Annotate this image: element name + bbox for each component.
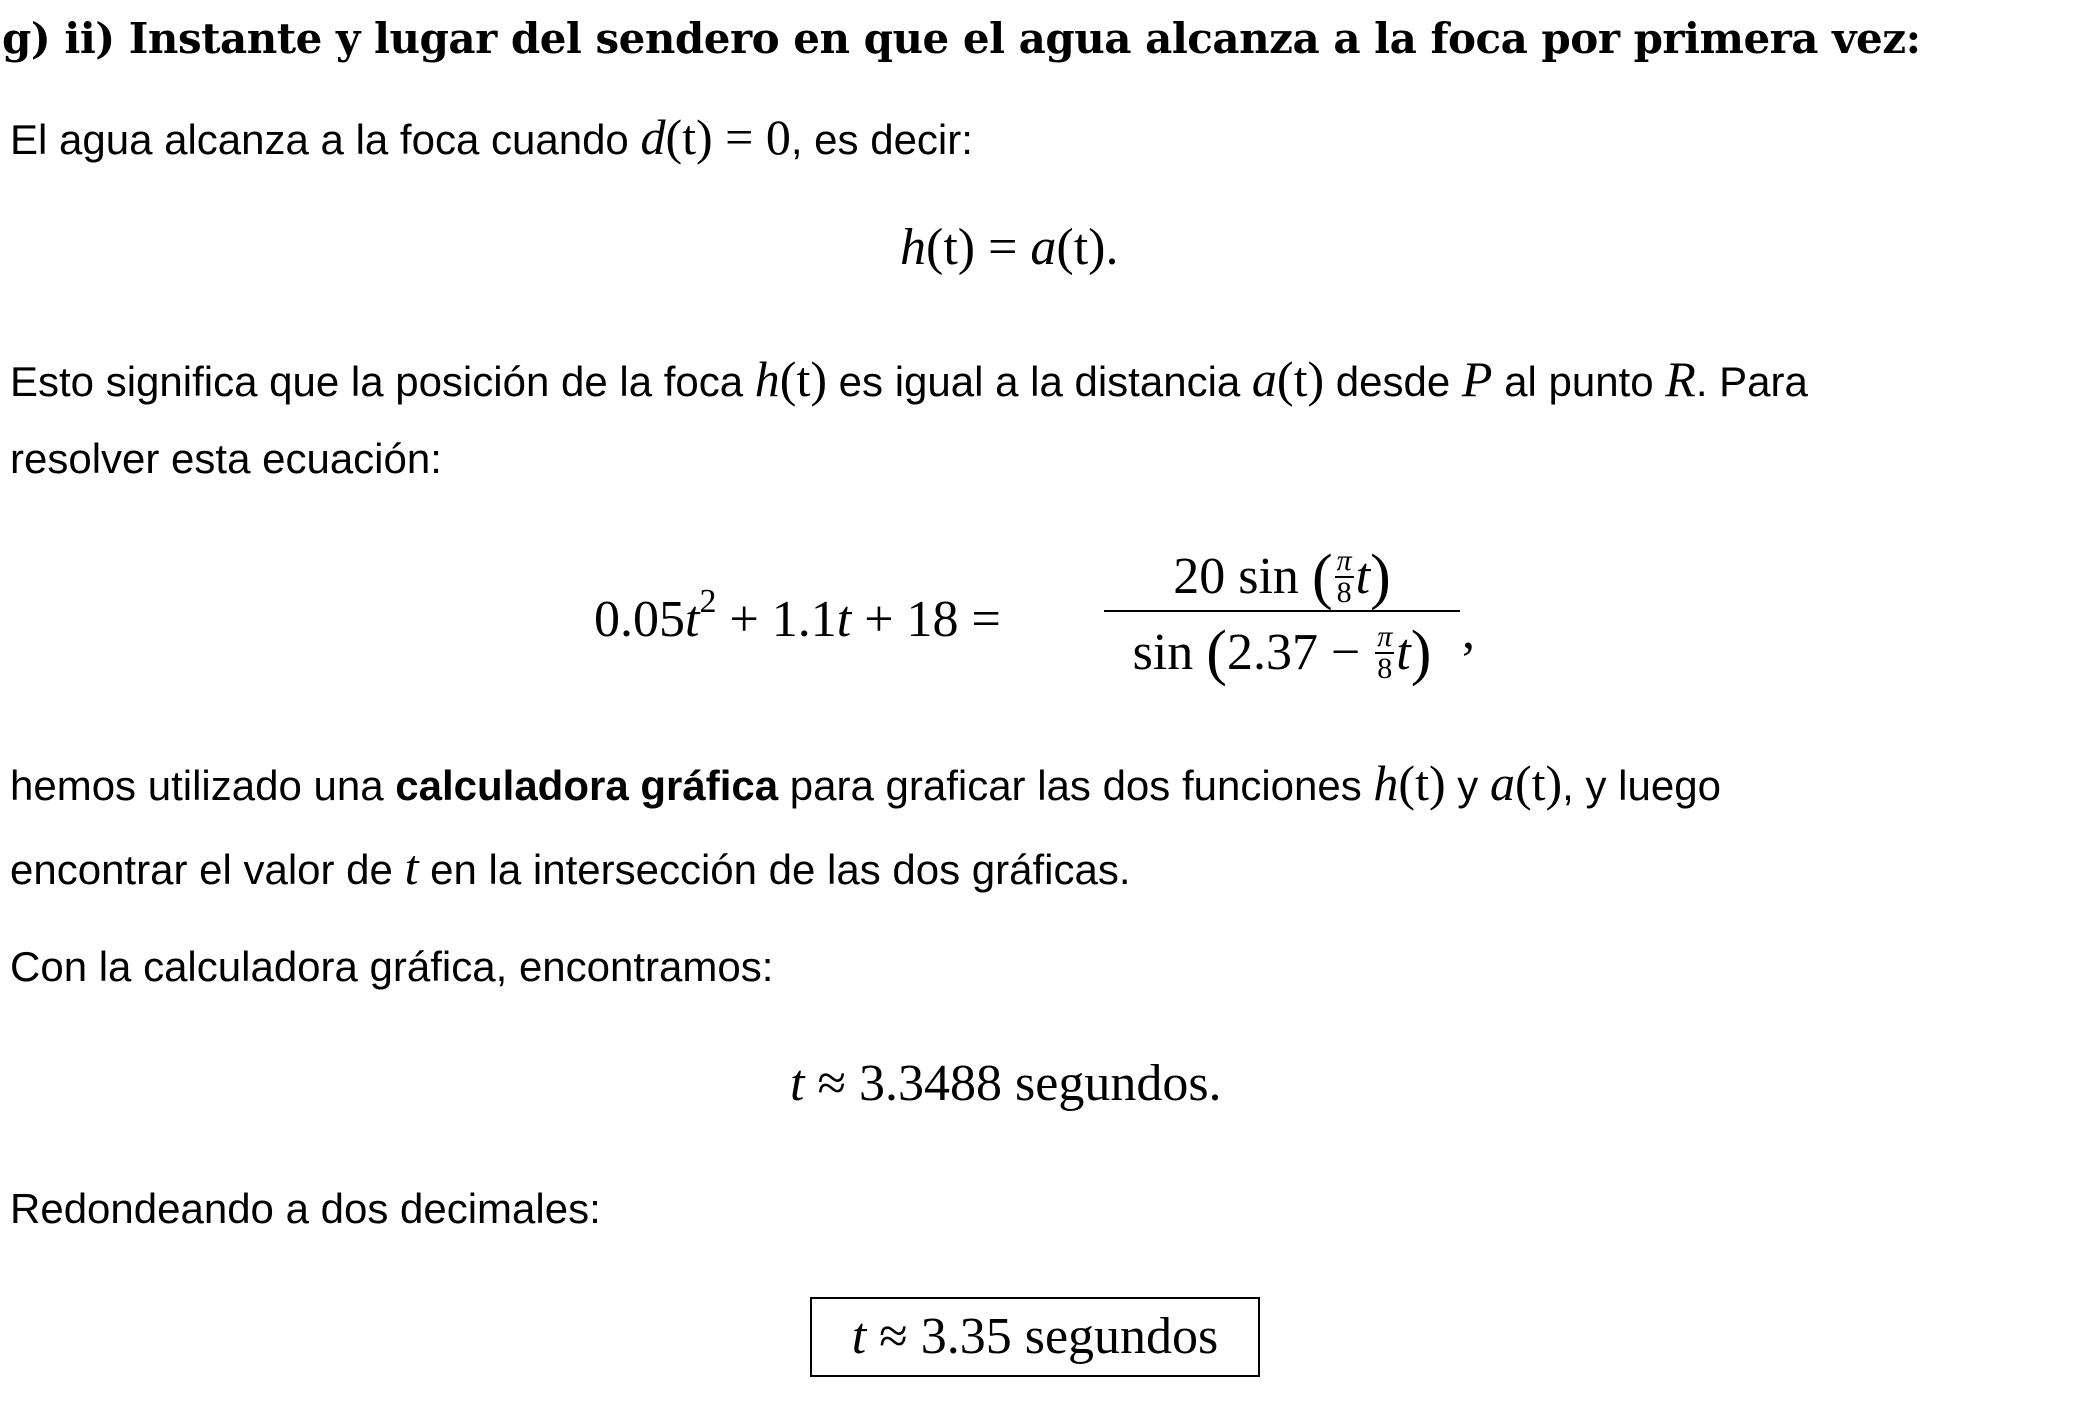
eq1-mid: (t) =: [926, 219, 1031, 276]
math-d-zero: (t) = 0: [665, 109, 791, 165]
p2-point-p: P: [1461, 351, 1493, 407]
p2-at: (t): [1276, 351, 1325, 407]
den-sin: sin: [1132, 624, 1207, 681]
p3-h: h: [1373, 755, 1399, 811]
eq1-h: h: [900, 219, 926, 276]
p2-text-a: Esto significa que la posición de la foca: [10, 358, 755, 405]
eq3-unit: segundos.: [1015, 1055, 1222, 1112]
num-eight: 8: [1335, 576, 1354, 608]
p2-text-d: al punto: [1492, 358, 1666, 405]
lhs-coef: 0.05: [594, 591, 685, 648]
equation-h-equals-a: [900, 219, 1119, 276]
p2-text-e: . Para: [1695, 358, 1808, 405]
paragraph-found: Con la calculadora gráfica, encontramos:: [10, 943, 774, 990]
condition-text-end: , es decir:: [790, 116, 973, 163]
p3-bold-tool: calculadora gráfica: [395, 762, 779, 809]
eq3-value: ≈ 3.3488: [804, 1055, 1015, 1112]
p3-a: a: [1489, 755, 1515, 811]
p3-text-f: en la intersección de las dos gráficas.: [418, 846, 1131, 893]
den-pi-over-8: [1375, 622, 1394, 684]
paragraph-meaning-line1: [10, 351, 1808, 407]
p3-t: t: [404, 839, 419, 895]
lhs-t2: t: [836, 591, 852, 648]
fraction-bar: [1104, 610, 1460, 612]
eq1-end: (t).: [1056, 219, 1119, 276]
num-coef: 20 sin: [1173, 548, 1312, 605]
fraction-numerator: [1104, 542, 1460, 611]
equation-t-approx: [790, 1055, 1222, 1112]
result-t: t: [851, 1308, 867, 1365]
den-close-paren: ): [1410, 619, 1432, 687]
final-answer-box: [810, 1297, 1260, 1377]
num-open-paren: (: [1311, 543, 1333, 611]
p2-point-r: R: [1665, 351, 1696, 407]
p2-a: a: [1251, 351, 1277, 407]
lhs-const: + 18 =: [851, 591, 1001, 648]
equation-comma: ,: [1462, 603, 1475, 660]
paragraph-meaning-line2: resolver esta ecuación:: [10, 435, 442, 482]
num-pi: π: [1336, 544, 1352, 578]
fraction-denominator: [1104, 616, 1460, 687]
p3-text-c: y: [1445, 762, 1490, 809]
condition-text: El agua alcanza a la foca cuando: [10, 116, 641, 163]
lhs-linear: + 1.1: [716, 591, 837, 648]
den-pi: π: [1377, 620, 1393, 654]
paragraph-rounding: Redondeando a dos decimales:: [10, 1185, 601, 1232]
p2-text-c: desde: [1324, 358, 1462, 405]
eq3-t: t: [790, 1055, 805, 1112]
den-eight: 8: [1375, 652, 1394, 684]
paragraph-method-line2: [10, 839, 1131, 895]
den-value: 2.37 −: [1226, 624, 1374, 681]
p2-text-b: es igual a la distancia: [827, 358, 1252, 405]
p3-text-b: para graficar las dos funciones: [778, 762, 1374, 809]
math-d: d: [640, 109, 666, 165]
paragraph-method-line1: [10, 755, 1721, 811]
den-t: t: [1396, 624, 1411, 681]
lhs-exponent: 2: [699, 583, 717, 620]
p2-h: h: [754, 351, 780, 407]
section-heading: g) ii) Instante y lugar del sendero en que el agua alcanza a la foca por primera vez:: [2, 14, 1921, 63]
paragraph-condition: [10, 109, 973, 165]
equation-fraction: [1104, 542, 1460, 687]
lhs-t: t: [685, 591, 700, 648]
equation-lhs: [594, 583, 1001, 648]
p2-ht: (t): [779, 351, 827, 407]
den-open-paren: (: [1206, 619, 1227, 687]
p3-text-e: encontrar el valor de: [10, 846, 405, 893]
p3-at: (t): [1514, 755, 1563, 811]
p3-text-d: , y luego: [1562, 762, 1721, 809]
p3-ht: (t): [1398, 755, 1446, 811]
result-unit: segundos: [1024, 1308, 1219, 1365]
p3-text-a: hemos utilizado una: [10, 762, 396, 809]
num-t: t: [1355, 548, 1371, 605]
num-close-paren: ): [1370, 543, 1391, 611]
eq1-a: a: [1030, 219, 1057, 276]
result-value: ≈ 3.35: [866, 1308, 1025, 1365]
num-pi-over-8: [1335, 546, 1354, 608]
